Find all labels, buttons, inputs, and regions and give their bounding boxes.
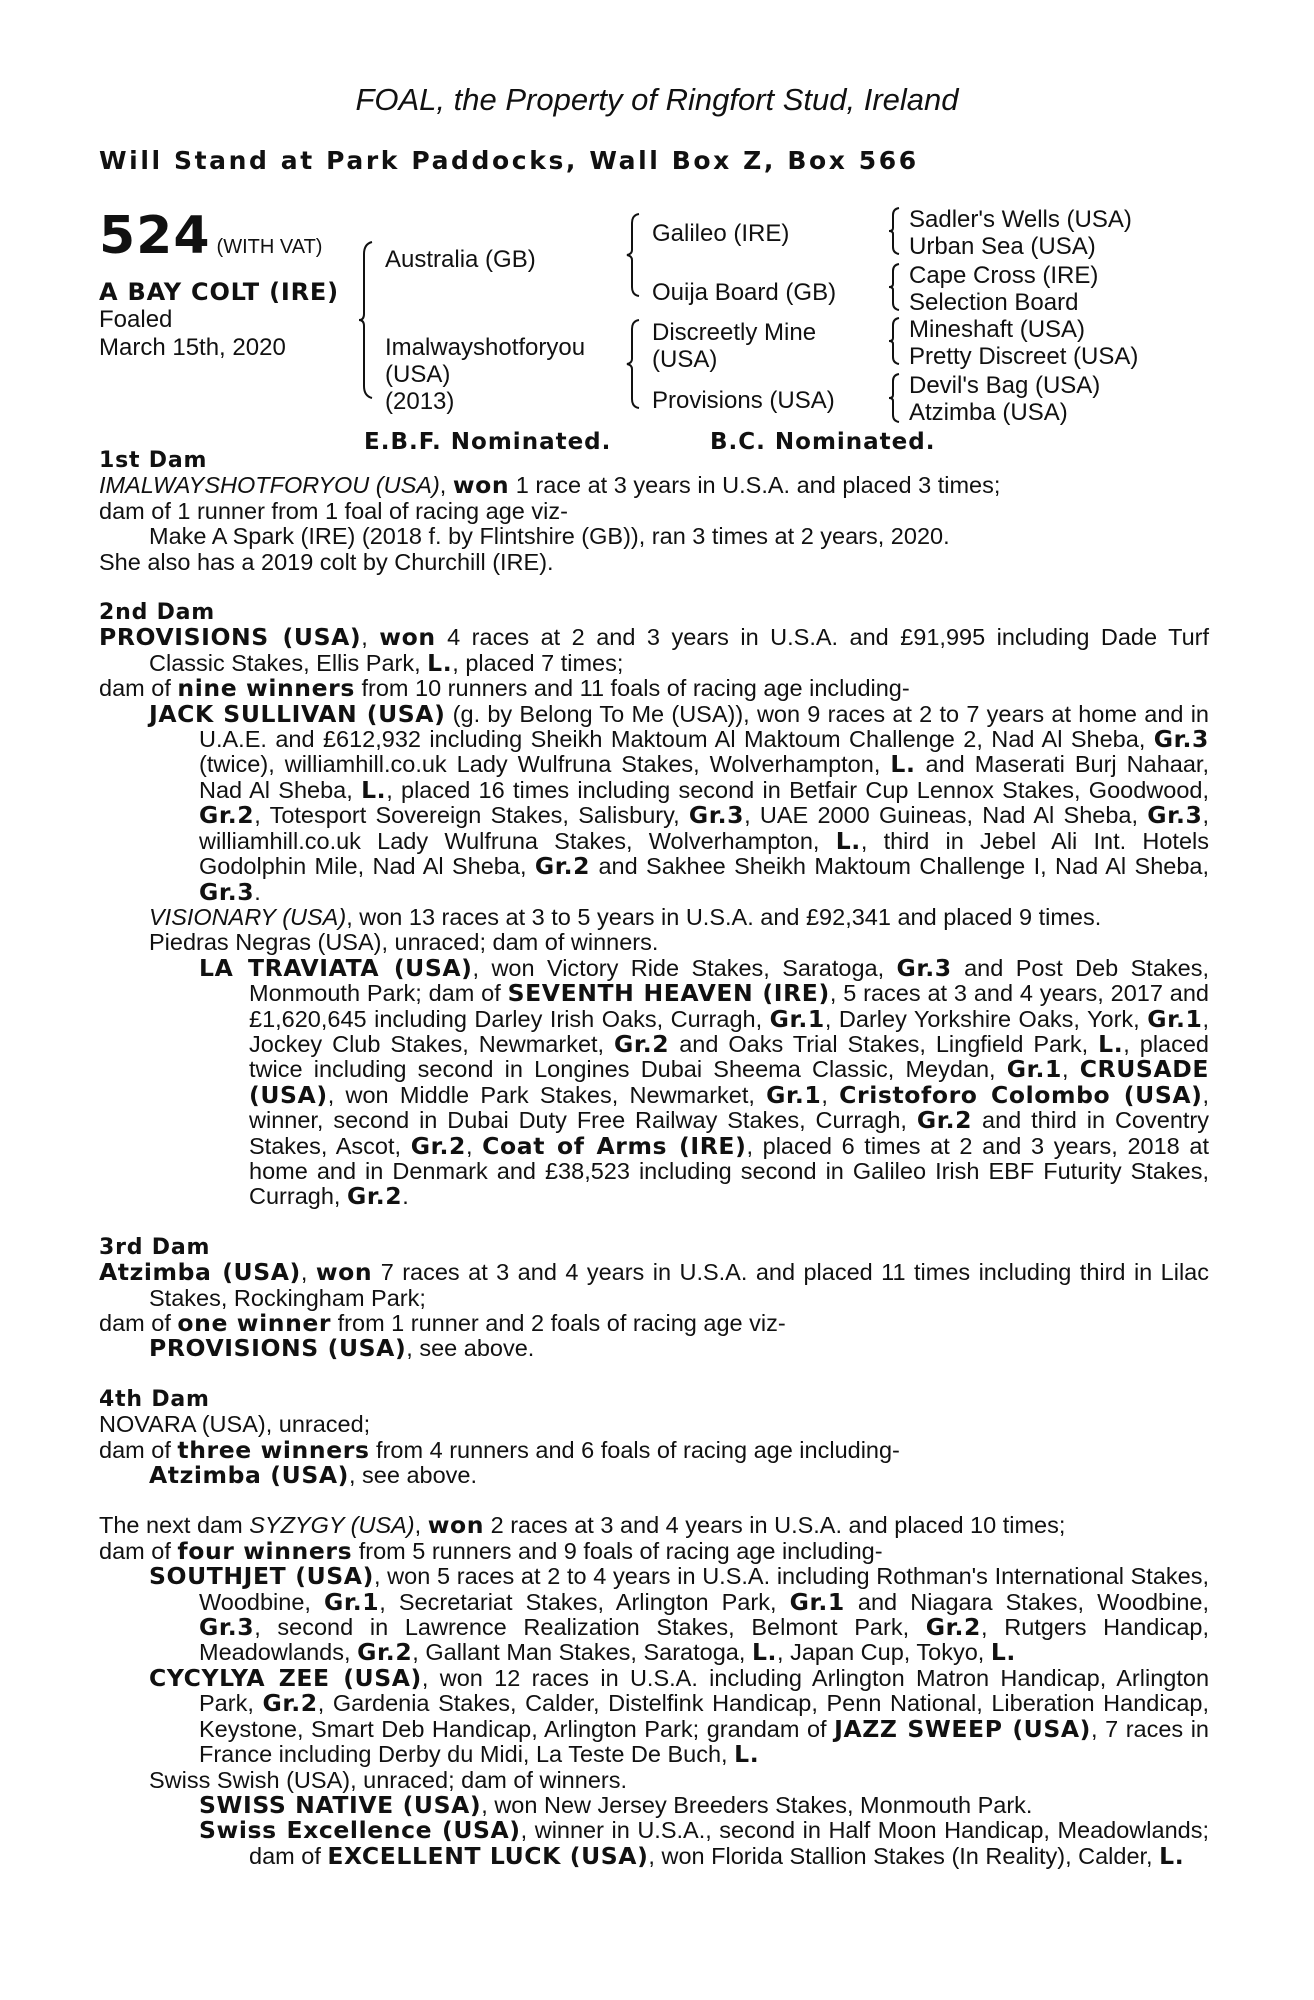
- ebf-nominated: E.B.F. Nominated.: [364, 429, 612, 455]
- grade-label: Gr.2: [357, 1638, 413, 1667]
- horse-name: SEVENTH HEAVEN (IRE): [507, 979, 830, 1008]
- pedigree-ssd: Urban Sea (USA): [909, 233, 1096, 260]
- grade-label: Gr.1: [766, 1080, 822, 1109]
- horse-name: CYCYLYA ZEE (USA): [149, 1663, 422, 1692]
- grade-label: L.: [751, 1638, 778, 1667]
- horse-name: CRUSADE (USA): [249, 1055, 1209, 1109]
- horse-name: JACK SULLIVAN (USA): [149, 699, 446, 728]
- produce-jack-sullivan: [99, 699, 1210, 906]
- next-dam-record: [99, 1513, 1209, 1538]
- horse-name: VISIONARY (USA): [149, 903, 347, 930]
- produce-text: from 10 runners and 11 foals of racing age including-: [354, 675, 910, 702]
- grade-label: Gr.2: [346, 1182, 403, 1211]
- produce-southjet: [99, 1564, 1209, 1666]
- pedigree-ss: Galileo (IRE): [652, 220, 790, 247]
- text: ,: [1061, 1056, 1080, 1083]
- pedigree-dam-year: (2013): [385, 388, 455, 415]
- next-dam-name: SYZYGY (USA): [249, 1512, 415, 1539]
- first-dam-heading: 1st Dam: [99, 448, 208, 473]
- grade-label: Gr.3: [896, 953, 952, 982]
- grade-label: Gr.3: [1147, 801, 1203, 830]
- horse-name: PROVISIONS (USA): [149, 1334, 407, 1363]
- pedigree-ds-country: (USA): [652, 346, 718, 373]
- third-dam-record: Atzimba (USA), won 7 races at 3 and 4 years in U.S.A. and placed 11 times including third in Lilac Stakes, Rockingham Park;: [99, 1258, 1210, 1311]
- pedigree-brace-ds: [888, 316, 902, 366]
- dam-of-label: dam of: [99, 1436, 178, 1463]
- second-dam-name: PROVISIONS (USA): [99, 623, 362, 652]
- won-label: won: [427, 1511, 485, 1540]
- foaled-date: March 15th, 2020: [99, 334, 286, 361]
- text: , second in Lawrence Realization Stakes, Belmont Park,: [254, 1614, 926, 1641]
- record-text: 4 races at 2 and 3 years in U.S.A. and £91,995 including Dade Turf Classic Stakes, Ellis Park,: [149, 624, 1210, 676]
- text: , UAE 2000 Guineas, Nad Al Sheba,: [744, 802, 1148, 829]
- text: , won Middle Park Stakes, Newmarket,: [327, 1081, 767, 1108]
- grade-label: Gr.1: [324, 1587, 380, 1616]
- text: , third in Jebel Ali Int. Hotels Godolphin Mile, Nad Al Sheba,: [199, 827, 1209, 880]
- pedigree-brace-sd: [888, 262, 902, 312]
- page-title: FOAL, the Property of Ringfort Stud, Ireland: [355, 82, 959, 117]
- text: , winner, second in Dubai Duty Free Railway Stakes, Curragh,: [249, 1081, 1210, 1134]
- winners-count: three winners: [177, 1435, 370, 1464]
- grade-label: Gr.1: [1006, 1055, 1062, 1084]
- text: ,: [821, 1081, 840, 1108]
- pedigree-ds-name: Discreetly Mine: [652, 319, 817, 346]
- next-dam-produce: [99, 1536, 1209, 1565]
- grade-label: L.: [734, 1740, 760, 1769]
- dam-of-label: dam of: [99, 675, 178, 702]
- second-dam-heading: 2nd Dam: [99, 600, 216, 626]
- horse-title: A BAY COLT (IRE): [99, 278, 339, 306]
- text: , see above.: [348, 1462, 478, 1489]
- text: (twice), williamhill.co.uk Lady Wulfruna Stakes, Wolverhampton,: [199, 751, 891, 778]
- won-label: won: [315, 1258, 373, 1287]
- text: (g. by Belong To Me (USA)), won 9 races at 2 to 7 years at home and in U.A.E. and £612,932 including Sheikh Maktoum Al Maktoum Challenge 2, Nad Al Sheba,: [199, 700, 1209, 753]
- pedigree-dds: Devil's Bag (USA): [909, 372, 1101, 399]
- produce-swiss-native: [99, 1790, 1209, 1819]
- pedigree-brace-dd: [888, 372, 902, 424]
- first-dam-produce: dam of 1 runner from 1 foal of racing age viz-: [99, 497, 568, 524]
- first-dam-also: She also has a 2019 colt by Churchill (IRE).: [99, 548, 554, 575]
- pedigree-dss: Mineshaft (USA): [909, 316, 1086, 343]
- produce-visionary: [99, 905, 1209, 930]
- pedigree-dd: Provisions (USA): [652, 387, 835, 414]
- record-text: 1 race at 3 years in U.S.A. and placed 3 times;: [509, 472, 1001, 499]
- grade-label: Gr.3: [199, 877, 255, 906]
- horse-name: SOUTHJET (USA): [149, 1562, 374, 1591]
- produce-swiss-swish: Swiss Swish (USA), unraced; dam of winners.: [149, 1766, 627, 1793]
- text: and Oaks Trial Stakes, Lingfield Park,: [669, 1030, 1099, 1057]
- winners-count: four winners: [177, 1536, 353, 1565]
- pedigree-dsd: Pretty Discreet (USA): [909, 343, 1139, 370]
- pedigree-sdd: Selection Board: [909, 289, 1079, 316]
- vat-note: (WITH VAT): [216, 236, 323, 258]
- grade-label: Gr.1: [769, 1004, 825, 1033]
- text: , see above.: [406, 1335, 535, 1362]
- grade-label: L.: [1098, 1029, 1124, 1058]
- grade-label: Gr.2: [199, 801, 255, 830]
- text: , placed 6 times at 2 and 3 years, 2018 at home and in Denmark and £38,523 including second in Galileo Irish EBF Futurity Stakes, Curragh,: [249, 1132, 1210, 1210]
- grade-label: Gr.3: [688, 801, 745, 830]
- text: , Gardenia Stakes, Calder, Distelfink Handicap, Penn National, Liberation Handicap, Keystone, Smart Deb Handicap, Arlington Park; grandam of: [199, 1690, 1209, 1742]
- text: and Post Deb Stakes, Monmouth Park; dam of: [249, 954, 1209, 1007]
- dam-of-label: dam of: [99, 1310, 178, 1336]
- grade-label: Gr.3: [1153, 725, 1209, 754]
- horse-name: Cristoforo Colombo (USA): [839, 1080, 1203, 1109]
- text: , placed 16 times including second in Betfair Cup Lennox Stakes, Goodwood,: [386, 776, 1210, 803]
- lot-number: 524: [99, 206, 211, 266]
- pedigree-dam-country: (USA): [385, 361, 451, 388]
- text: .: [402, 1183, 409, 1210]
- grade-label: Gr.2: [614, 1029, 670, 1058]
- pedigree-sss: Sadler's Wells (USA): [909, 206, 1132, 233]
- record-text: 7 races at 3 and 4 years in U.S.A. and placed 11 times including third in Lilac Stakes, Rockingham Park;: [149, 1259, 1210, 1311]
- text: , won Victory Ride Stakes, Saratoga,: [472, 954, 897, 981]
- text: .: [254, 878, 261, 905]
- produce-text: from 1 runner and 2 foals of racing age viz-: [331, 1310, 786, 1336]
- text: , Japan Cup, Tokyo,: [777, 1639, 991, 1666]
- fourth-dam-record: NOVARA (USA), unraced;: [99, 1411, 371, 1438]
- pedigree-brace-sire: [626, 212, 644, 298]
- text: , williamhill.co.uk Lady Wulfruna Stakes, Wolverhampton,: [199, 802, 1210, 854]
- text: ,: [414, 1512, 428, 1539]
- horse-name: EXCELLENT LUCK (USA): [327, 1841, 649, 1870]
- stand-location: Will Stand at Park Paddocks, Wall Box Z, Box 566: [99, 146, 919, 175]
- lot-block: [99, 206, 322, 266]
- produce-cycylya-zee: [99, 1663, 1210, 1769]
- pedigree-sds: Cape Cross (IRE): [909, 262, 1099, 289]
- grade-label: Gr.1: [1147, 1004, 1203, 1033]
- dam-of-label: dam of: [99, 1537, 178, 1564]
- text: , Secretariat Stakes, Arlington Park,: [379, 1588, 790, 1615]
- text: , Gallant Man Stakes, Saratoga,: [412, 1639, 752, 1666]
- produce-la-traviata: [99, 953, 1210, 1211]
- grade-label: L.: [835, 826, 861, 855]
- second-dam-produce: [99, 676, 1209, 701]
- text: The next dam: [99, 1512, 250, 1539]
- text: and third in Coventry Stakes, Ascot,: [249, 1107, 1209, 1159]
- horse-name: Coat of Arms (IRE): [482, 1131, 747, 1160]
- horse-name: Swiss Excellence (USA): [199, 1816, 521, 1845]
- pedigree-sd: Ouija Board (GB): [652, 279, 837, 306]
- won-label: won: [379, 623, 436, 652]
- horse-name: Atzimba (USA): [149, 1461, 349, 1490]
- pedigree-brace-dam: [626, 318, 644, 410]
- third-dam-produce-1: [99, 1336, 1209, 1361]
- text: , won 13 races at 3 to 5 years in U.S.A. and £92,341 and placed 9 times.: [346, 903, 1102, 930]
- third-dam-heading: 3rd Dam: [99, 1234, 211, 1260]
- grade-label: Gr.2: [410, 1131, 466, 1160]
- text: , Darley Yorkshire Oaks, York,: [824, 1005, 1148, 1032]
- fourth-dam-heading: 4th Dam: [99, 1386, 210, 1412]
- text: ,: [465, 1132, 483, 1159]
- first-dam-produce-1: Make A Spark (IRE) (2018 f. by Flintshire (GB)), ran 3 times at 2 years, 2020.: [149, 523, 950, 550]
- winners-count: nine winners: [177, 674, 355, 703]
- horse-name: JAZZ SWEEP (USA): [834, 1714, 1091, 1743]
- text: , 5 races at 3 and 4 years, 2017 and £1,620,645 including Darley Irish Oaks, Curragh,: [249, 980, 1209, 1032]
- record-text: , placed 7 times;: [452, 649, 624, 676]
- grade-label: L.: [890, 750, 916, 779]
- produce-swiss-excellence: [99, 1818, 1209, 1869]
- third-dam-produce: [99, 1311, 1209, 1336]
- grade-label: Gr.1: [789, 1587, 845, 1616]
- foaled-label: Foaled: [99, 306, 173, 333]
- text: and Sakhee Sheikh Maktoum Challenge I, Nad Al Sheba,: [590, 853, 1209, 880]
- record-text: 2 races at 3 and 4 years in U.S.A. and placed 10 times;: [484, 1512, 1066, 1539]
- text: , won 5 races at 2 to 4 years in U.S.A. including Rothman's International Stakes, Woodbine,: [199, 1563, 1209, 1615]
- text: , Jockey Club Stakes, Newmarket,: [249, 1005, 1209, 1057]
- won-label: won: [452, 471, 510, 500]
- produce-piedras-negras: Piedras Negras (USA), unraced; dam of winners.: [149, 929, 659, 956]
- pedigree-brace-ss: [888, 206, 902, 256]
- grade-label: Gr.3: [199, 1613, 255, 1642]
- pedigree-ddd: Atzimba (USA): [909, 399, 1068, 426]
- grade-label: L.: [1159, 1841, 1185, 1870]
- bc-nominated: B.C. Nominated.: [710, 429, 936, 455]
- grade-label: L.: [427, 648, 453, 677]
- text: , 7 races in France including Derby du Midi, La Teste De Buch,: [199, 1715, 1209, 1768]
- text: , Totesport Sovereign Stakes, Salisbury,: [254, 802, 689, 829]
- fourth-dam-produce: [99, 1435, 1209, 1464]
- pedigree-dam-name: Imalwayshotforyou: [385, 334, 586, 361]
- fourth-dam-produce-1: [99, 1463, 1209, 1488]
- horse-name: LA TRAVIATA (USA): [199, 953, 473, 982]
- pedigree-brace-gen1: [358, 240, 378, 400]
- text: and Maserati Burj Nahaar, Nad Al Sheba,: [199, 751, 1209, 803]
- grade-label: L.: [361, 775, 387, 804]
- text: , Rutgers Handicap, Meadowlands,: [199, 1614, 1209, 1666]
- grade-label: Gr.2: [925, 1613, 982, 1642]
- first-dam-record: IMALWAYSHOTFORYOU (USA), won 1 race at 3 years in U.S.A. and placed 3 times;: [99, 471, 1001, 500]
- pedigree-sire: Australia (GB): [385, 246, 536, 273]
- pedigree-ds: [652, 319, 816, 373]
- third-dam-name: Atzimba (USA): [99, 1258, 301, 1287]
- catalogue-body: [99, 448, 1209, 1869]
- text: , won Florida Stallion Stakes (In Reality), Calder,: [648, 1842, 1160, 1869]
- produce-text: from 5 runners and 9 foals of racing age including-: [352, 1537, 883, 1564]
- second-dam-record: PROVISIONS (USA), won 4 races at 2 and 3 years in U.S.A. and £91,995 including Dade Turf Classic Stakes, Ellis Park, L., placed 7 times;: [99, 623, 1210, 677]
- produce-text: from 4 runners and 6 foals of racing age including-: [369, 1436, 900, 1463]
- pedigree-dam: [385, 334, 585, 415]
- horse-block: [99, 278, 339, 362]
- grade-label: Gr.2: [262, 1689, 318, 1718]
- text: , placed twice including second in Longines Dubai Sheema Classic, Meydan,: [249, 1030, 1209, 1083]
- winners-count: one winner: [177, 1309, 332, 1337]
- text: , winner in U.S.A., second in Half Moon Handicap, Meadowlands; dam of: [249, 1817, 1209, 1869]
- text: , won 12 races in U.S.A. including Arlington Matron Handicap, Arlington Park,: [199, 1664, 1210, 1717]
- grade-label: Gr.2: [916, 1106, 973, 1135]
- horse-name: SWISS NATIVE (USA): [199, 1790, 482, 1819]
- text: , won New Jersey Breeders Stakes, Monmouth Park.: [481, 1791, 1033, 1818]
- first-dam-name: IMALWAYSHOTFORYOU (USA): [99, 472, 440, 499]
- grade-label: L.: [990, 1638, 1016, 1667]
- text: and Niagara Stakes, Woodbine,: [844, 1588, 1210, 1615]
- grade-label: Gr.2: [534, 852, 591, 881]
